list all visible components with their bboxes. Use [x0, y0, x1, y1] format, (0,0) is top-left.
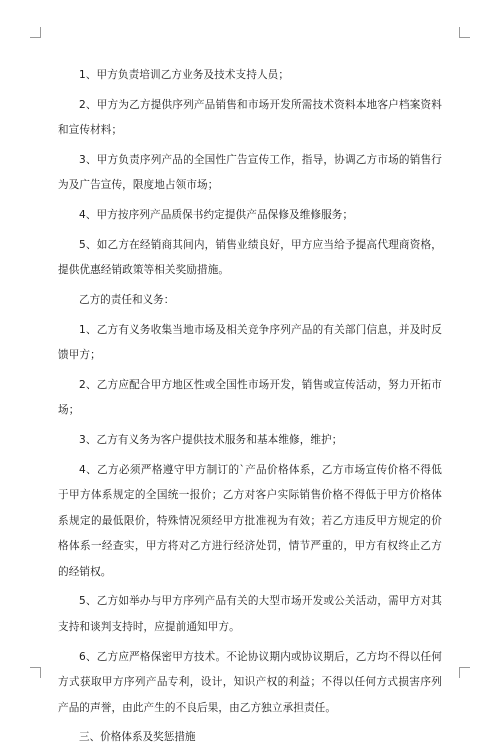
party-b-item-5: 5、乙方如举办与甲方序列产品有关的大型市场开发或公关活动，需甲方对其支持和谈判支持时，应提前通知甲方。	[58, 595, 442, 633]
party-a-item-5: 5、如乙方在经销商其间内，销售业绩良好，甲方应当给予提高代理商资格，提供优惠经销政策等相关奖励措施。	[58, 238, 442, 277]
party-b-heading: 乙方的责任和义务：	[79, 293, 175, 306]
party-b-item-2: 2、乙方应配合甲方地区性或全国性市场开发，销售或宣传活动，努力开拓市场；	[58, 378, 442, 417]
price-system-heading: 三、价格体系及奖惩措施	[79, 731, 196, 744]
document-body	[58, 63, 442, 755]
crop-mark-top-right	[459, 27, 470, 38]
party-a-item-1: 1、甲方负责培训乙方业务及技术支持人员；	[79, 69, 290, 81]
party-a-item-3: 3、甲方负责序列产品的全国性广告宣传工作，指导，协调乙方市场的销售行为及广告宣传，限度地占领市场；	[58, 153, 442, 192]
crop-mark-bottom-left	[30, 667, 41, 678]
party-b-item-6: 6、乙方应严格保密甲方技术。不论协议期内或协议期后，乙方均不得以任何方式获取甲方序列产品专利，设计，知识产权的利益；不得以任何方式损害序列产品的声誉，由此产生的不良后果，由乙方独立承担责任。	[58, 650, 442, 714]
party-a-item-4: 4、甲方按序列产品质保书约定提供产品保修及维修服务；	[79, 209, 354, 222]
party-b-item-4: 4、乙方必须严格遵守甲方制订的`产品价格体系，乙方市场宣传价格不得低于甲方体系规定的全国统一报价；乙方对客户实际销售价格不得低于甲方价格体系规定的最低限价，特殊情况须经甲方批准视为有效；若乙方违反甲方规定的价格体系一经查实，甲方将对乙方进行经济处罚，情节严重的，甲方有权终止乙方的经销权。	[58, 463, 442, 578]
crop-mark-top-left	[30, 27, 41, 38]
party-b-item-1: 1、乙方有义务收集当地市场及相关竞争序列产品的有关部门信息，并及时反馈甲方；	[58, 323, 442, 362]
party-a-item-2: 2、甲方为乙方提供序列产品销售和市场开发所需技术资料本地客户档案资料和宣传材料；	[58, 98, 442, 137]
crop-mark-bottom-right	[459, 667, 470, 678]
party-b-item-3: 3、乙方有义务为客户提供技术服务和基本维修，维护；	[79, 434, 343, 446]
